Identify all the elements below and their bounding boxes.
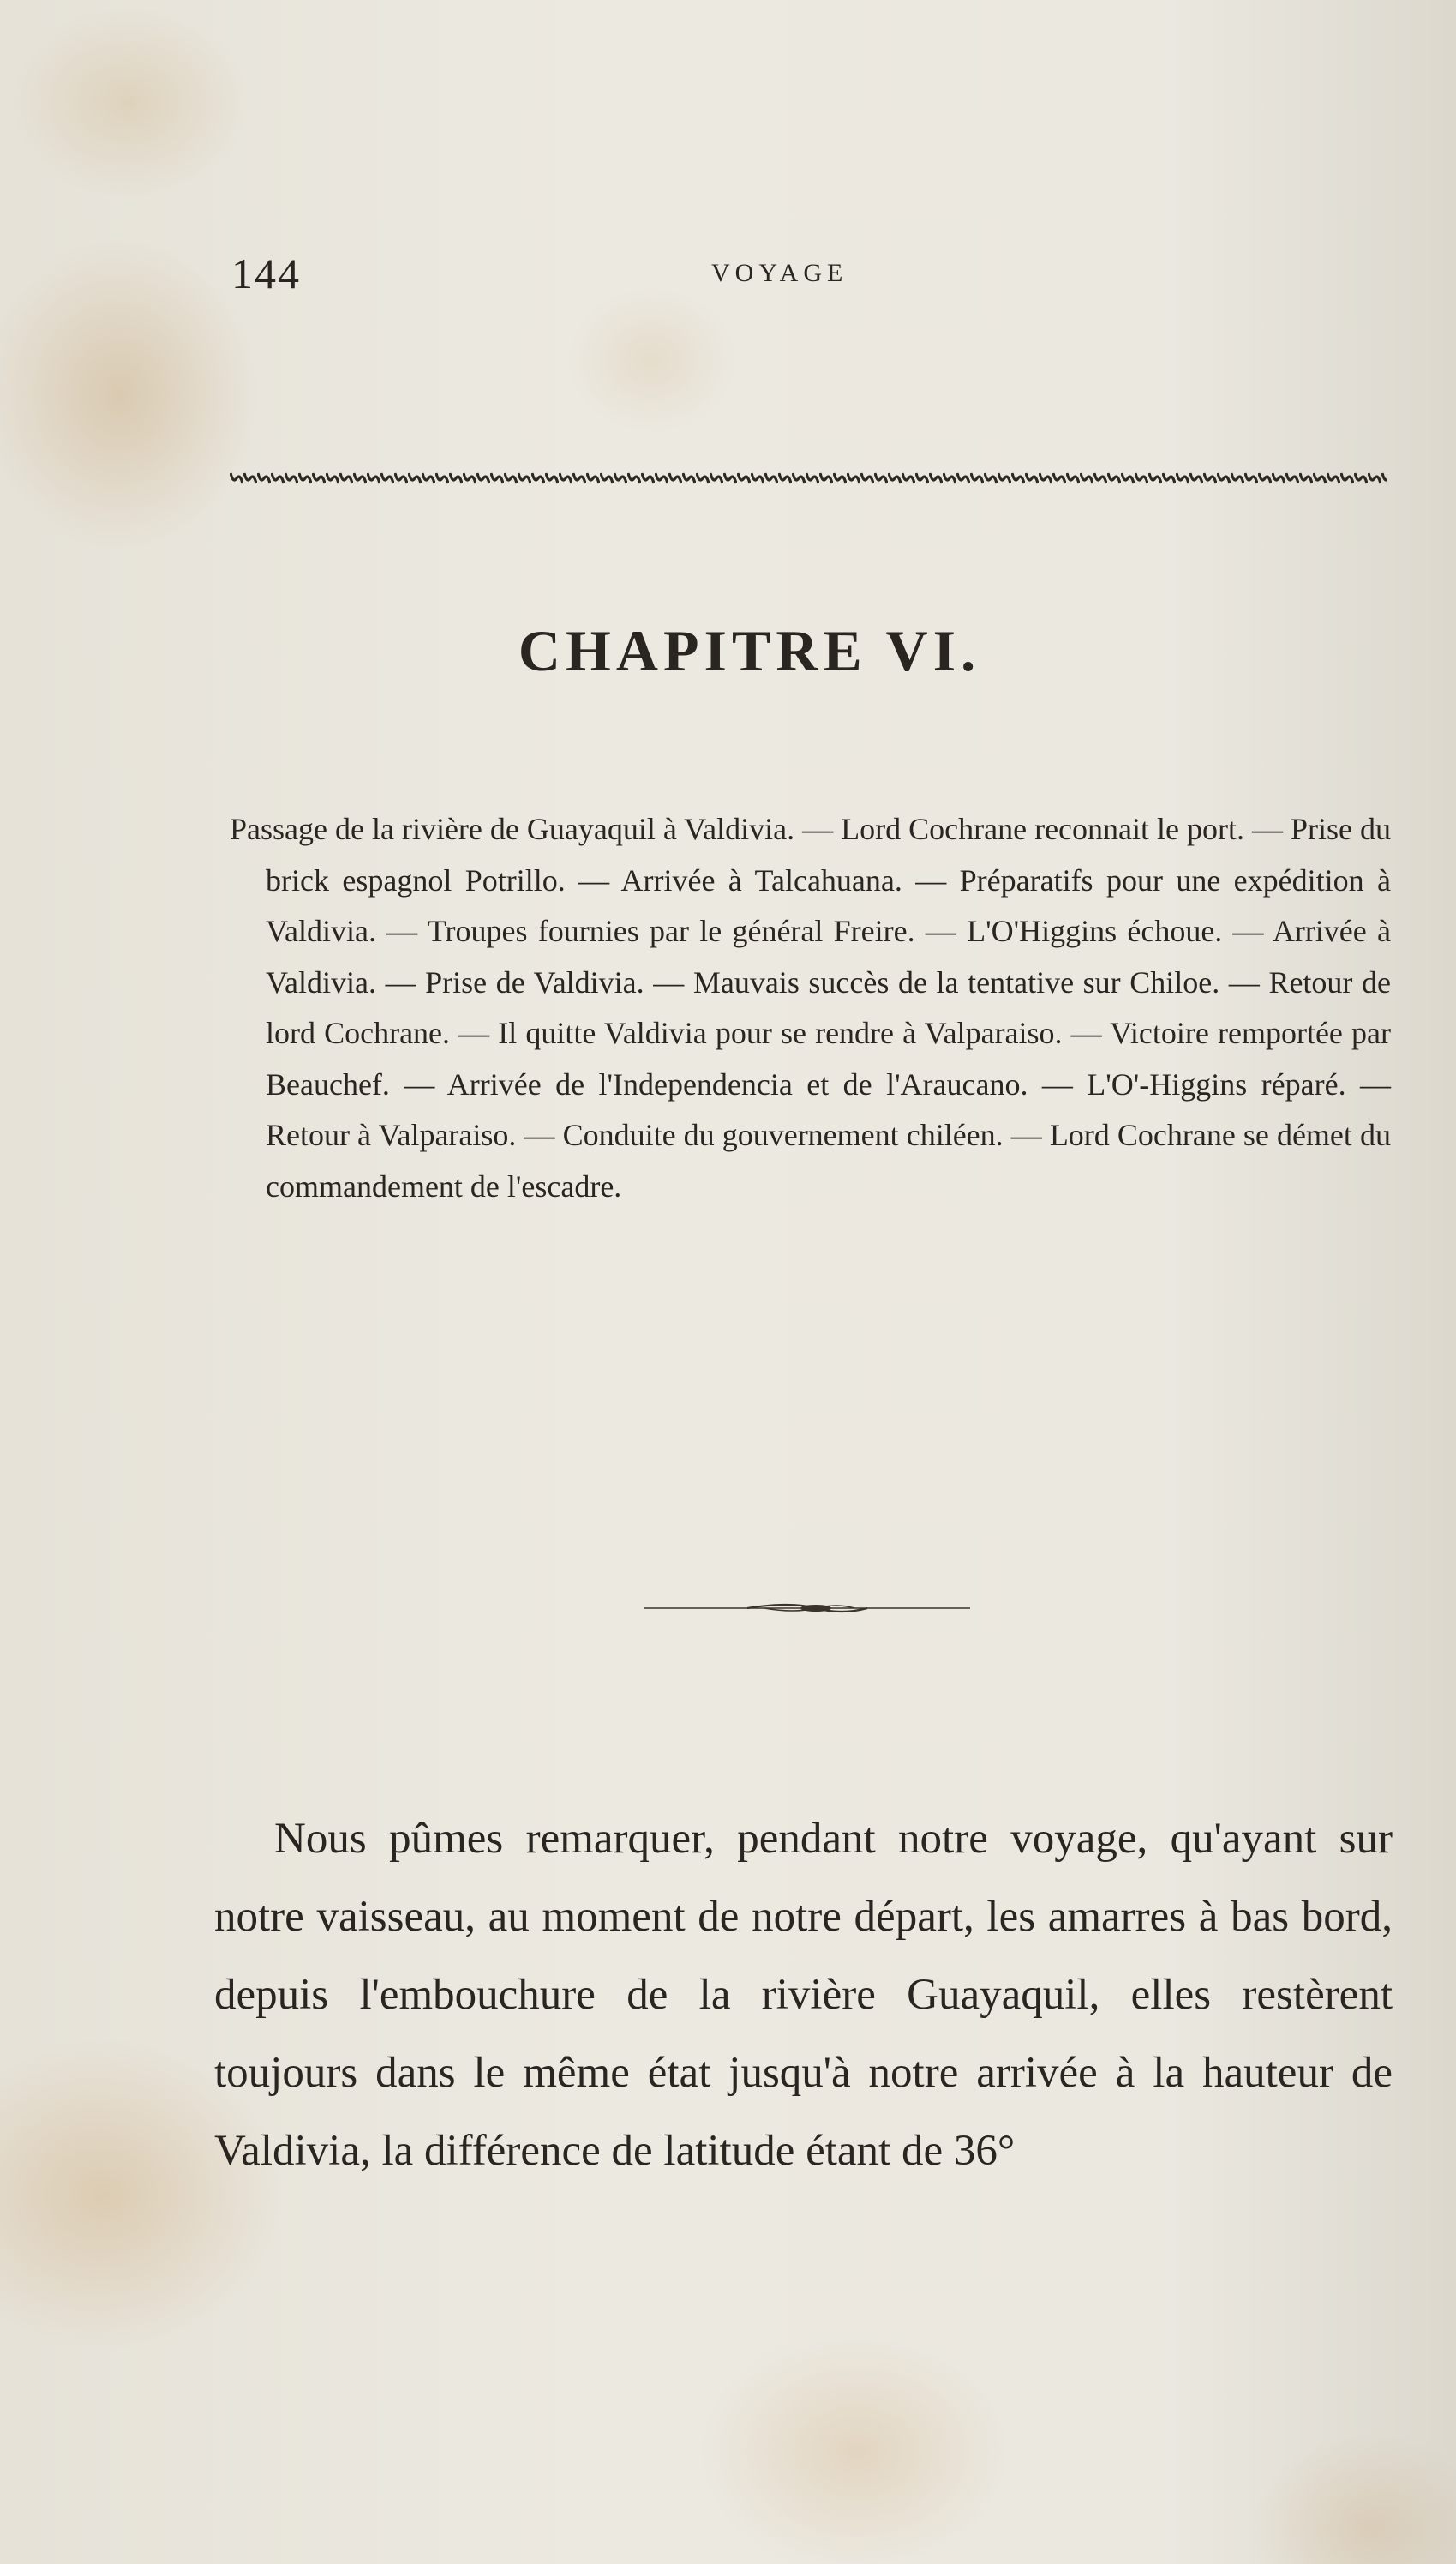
divider-flourish-icon	[644, 1598, 970, 1618]
ornamental-divider	[644, 1598, 970, 1618]
ornamental-rule	[230, 470, 1387, 487]
body-paragraph: Nous pûmes remarquer, pendant notre voyage, qu'ayant sur notre vaisseau, au moment de notre départ, les amarres à bas bord, depuis l'embouchure de la rivière Guayaquil, elles restèrent toujours dans le même état jusqu'à notre arrivée à la hauteur de Valdivia, la différence de latitude étant de 36°	[214, 1815, 1393, 2175]
chapter-title: CHAPITRE VI.	[518, 618, 981, 683]
page-number: 144	[231, 249, 301, 297]
running-header	[0, 249, 1456, 300]
chapter-summary: Passage de la rivière de Guayaquil à Valdivia. — Lord Cochrane reconnait le port. — Prise du brick espagnol Potrillo. — Arrivée à Talcahuana. — Préparatifs pour une expédition à Valdivia. — Troupes fournies par le général Freire. — L'O'Higgins échoue. — Arrivée à Valdivia. — Prise de Valdivia. — Mauvais succès de la tentative sur Chiloe. — Retour de lord Cochrane. — Il quitte Valdivia pour se rendre à Valparaiso. — Victoire remportée par Beauchef. — Arrivée de l'Independencia et de l'Araucano. — L'O'-Higgins réparé. — Retour à Valparaiso. — Conduite du gouvernement chiléen. — Lord Cochrane se démet du commandement de l'escadre.	[230, 812, 1391, 1204]
running-title: VOYAGE	[711, 259, 848, 287]
ornamental-rule-graphic	[230, 470, 1387, 487]
